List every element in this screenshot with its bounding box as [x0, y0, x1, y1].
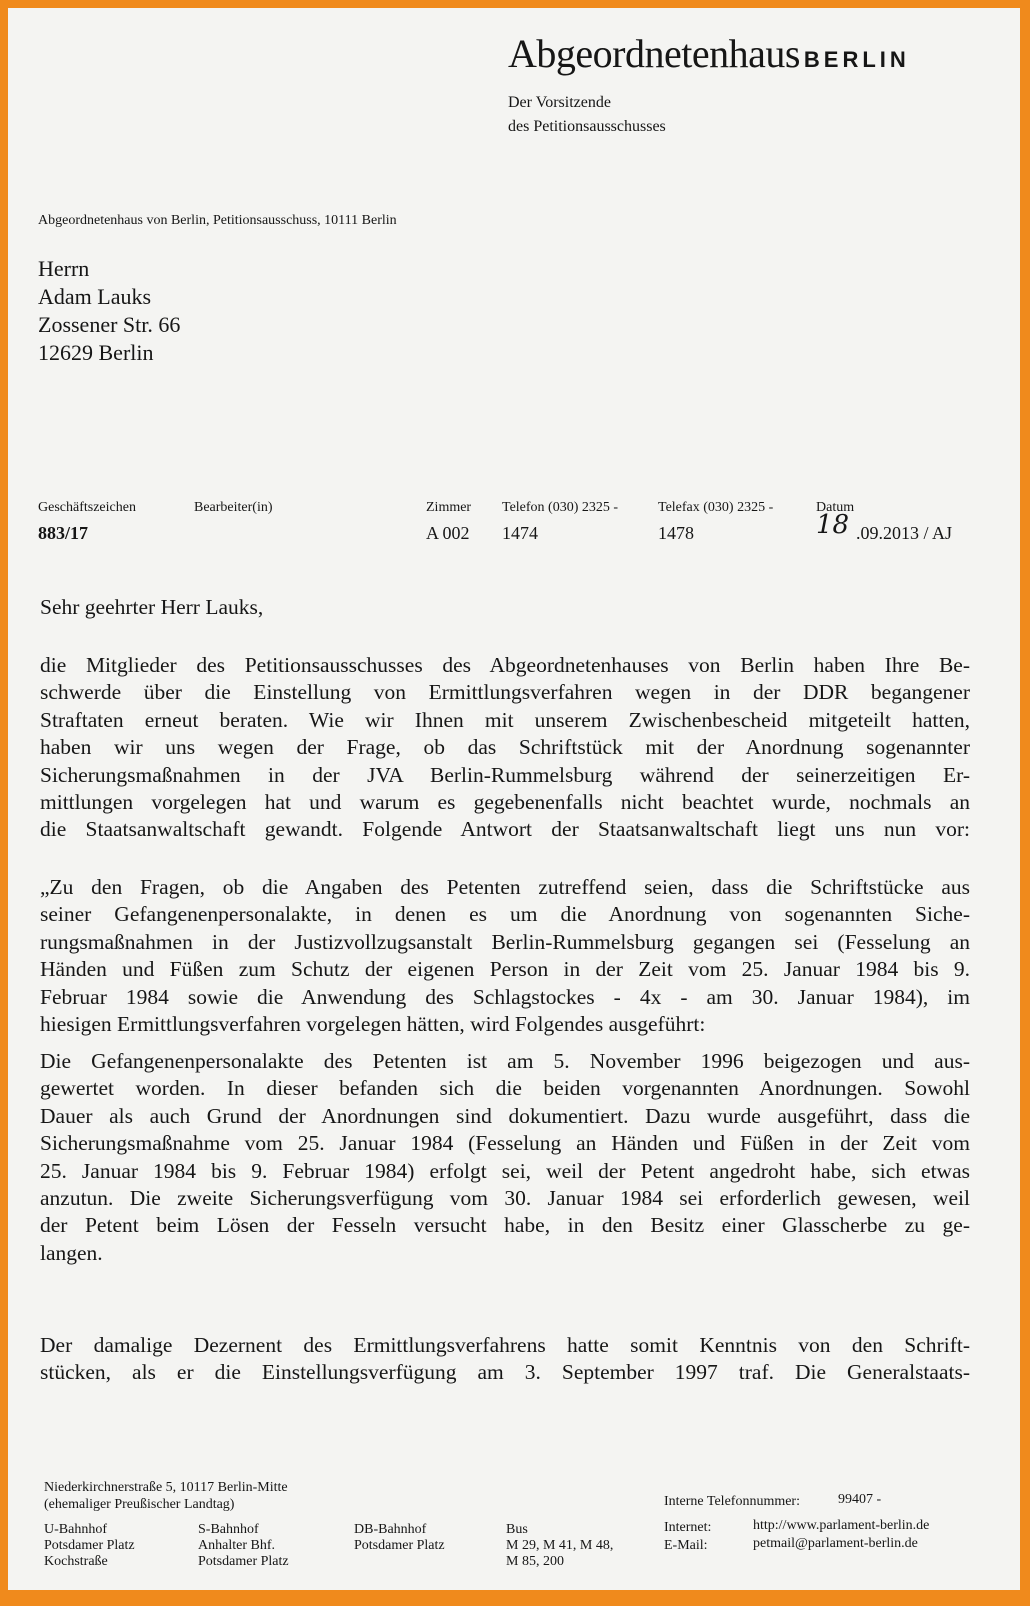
- text-line: hiesigen Ermittlungsverfahren vorgelegen hätten, wird Folgendes ausgeführt:: [40, 1011, 706, 1036]
- footer-internal-phone-label: Interne Telefonnummer:: [664, 1494, 800, 1509]
- text-line: stücken, als er die Einstellungsverfügung am 3. September 1997 traf. Die Generalstaats-: [40, 1360, 970, 1385]
- text-line: langen.: [40, 1240, 103, 1265]
- footer-transit-db: DB-Bahnhof Potsdamer Platz: [354, 1522, 445, 1553]
- recipient-line: 12629 Berlin: [38, 340, 154, 365]
- paragraph: [40, 874, 970, 1038]
- text-line: 25. Januar 1984 bis 9. Februar 1984) erfolgt sei, weil der Petent angedroht habe, sich etwas: [40, 1158, 970, 1183]
- letterhead-title: [508, 30, 910, 77]
- footer-email-label: E-Mail:: [664, 1538, 708, 1553]
- text-line: gewertet worden. In dieser befanden sich die beiden vorgenannten Anordnungen. Sowohl: [40, 1076, 970, 1101]
- text-line: schwerde über die Einstellung von Ermittlungsverfahren wegen in der DDR begangener: [40, 680, 970, 705]
- text-line: Straftaten erneut beraten. Wie wir Ihnen mit unserem Zwischenbescheid mitgeteilt hatten,: [40, 707, 970, 732]
- letterhead-city: BERLIN: [803, 47, 910, 72]
- sender-line: Abgeordnetenhaus von Berlin, Petitionsausschuss, 10111 Berlin: [38, 213, 397, 228]
- letterhead-sub2: des Petitionsausschusses: [508, 118, 666, 135]
- text-line: Sicherungsmaßnahme vom 25. Januar 1984 (Fesselung an Händen und Füßen in der Zeit vom: [40, 1131, 970, 1156]
- text-line: seiner Gefangenenpersonalakte, in denen es um die Anordnung von sogenannten Siche-: [40, 902, 970, 927]
- text-line: die Mitglieder des Petitionsausschusses des Abgeordnetenhauses von Berlin haben Ihre Be-: [40, 653, 970, 677]
- letter-page: [8, 8, 1020, 1590]
- text-line: der Petent beim Lösen der Fesseln versucht habe, in den Besitz einer Glasscherbe zu ge-: [40, 1213, 970, 1238]
- handwritten-day: 18: [816, 510, 850, 540]
- letterhead-sub1: Der Vorsitzende: [508, 94, 611, 111]
- text-line: Sicherungsmaßnahmen in der JVA Berlin-Rummelsburg während der seinerzeitigen Er-: [40, 762, 970, 787]
- footer-address2: (ehemaliger Preußischer Landtag): [44, 1497, 235, 1512]
- recipient-line: Adam Lauks: [38, 284, 152, 309]
- value-telefon: 1474: [502, 523, 538, 543]
- value-datum: .09.2013 / AJ: [856, 523, 953, 543]
- value-telefax: 1478: [658, 523, 694, 543]
- footer-internet-label: Internet:: [664, 1520, 712, 1535]
- footer-transit-sbahn: S-Bahnhof Anhalter Bhf. Potsdamer Platz: [198, 1522, 289, 1569]
- footer-transit-bus: Bus M 29, M 41, M 48, M 85, 200: [506, 1522, 614, 1569]
- recipient-line: Zossener Str. 66: [38, 312, 181, 337]
- text-line: mittlungen vorgelegen hat und warum es gegebenenfalls nicht beachtet wurde, nochmals an: [40, 789, 970, 814]
- text-line: anzutun. Die zweite Sicherungsverfügung vom 30. Januar 1984 sei erforderlich gewesen, weil: [40, 1185, 970, 1210]
- paragraph: [40, 1048, 970, 1267]
- text-line: rungsmaßnahmen in der Justizvollzugsanstalt Berlin-Rummelsburg gegangen sei (Fesselung an: [40, 929, 970, 954]
- letterhead-name: Abgeordnetenhaus: [508, 31, 800, 76]
- label-telefax: Telefax (030) 2325 -: [658, 500, 774, 515]
- text-line: Dauer als auch Grund der Anordnungen sind dokumentiert. Dazu wurde ausgeführt, dass die: [40, 1103, 970, 1128]
- recipient-line: Herrn: [38, 256, 90, 281]
- paragraph: [40, 652, 970, 844]
- footer-internal-phone: 99407 -: [838, 1492, 882, 1507]
- text-line: die Staatsanwaltschaft gewandt. Folgende Antwort der Staatsanwaltschaft liegt uns nun vor:: [40, 817, 970, 842]
- text-line: haben wir uns wegen der Frage, ob das Schriftstück mit der Anordnung sogenannter: [40, 735, 970, 760]
- label-telefon: Telefon (030) 2325 -: [502, 500, 619, 515]
- text-line: Die Gefangenenpersonalakte des Petenten ist am 5. November 1996 beigezogen und aus-: [40, 1049, 970, 1073]
- label-geschaeftszeichen: Geschäftszeichen: [38, 500, 136, 515]
- label-zimmer: Zimmer: [426, 500, 472, 515]
- label-bearbeiter: Bearbeiter(in): [194, 500, 273, 515]
- footer-internet-link[interactable]: http://www.parlament-berlin.de: [753, 1518, 930, 1533]
- value-geschaeftszeichen: 883/17: [38, 523, 89, 543]
- text-line: Der damalige Dezernent des Ermittlungsverfahrens hatte somit Kenntnis von den Schrift-: [40, 1333, 970, 1357]
- footer-transit-ubahn: U-Bahnhof Potsdamer Platz Kochstraße: [44, 1522, 135, 1569]
- salutation: Sehr geehrter Herr Lauks,: [40, 595, 264, 619]
- value-zimmer: A 002: [426, 523, 470, 543]
- footer-email-link[interactable]: petmail@parlament-berlin.de: [753, 1536, 918, 1551]
- label-datum: Datum: [816, 500, 855, 515]
- text-line: Februar 1984 sowie die Anwendung des Schlagstockes - 4x - am 30. Januar 1984), im: [40, 984, 970, 1009]
- footer-address1: Niederkirchnerstraße 5, 10117 Berlin-Mitte: [44, 1480, 288, 1495]
- text-line: Händen und Füßen zum Schutz der eigenen Person in der Zeit vom 25. Januar 1984 bis 9.: [40, 957, 970, 982]
- paragraph: [40, 1332, 970, 1387]
- text-line: „Zu den Fragen, ob die Angaben des Petenten zutreffend seien, dass die Schriftstücke aus: [40, 875, 970, 899]
